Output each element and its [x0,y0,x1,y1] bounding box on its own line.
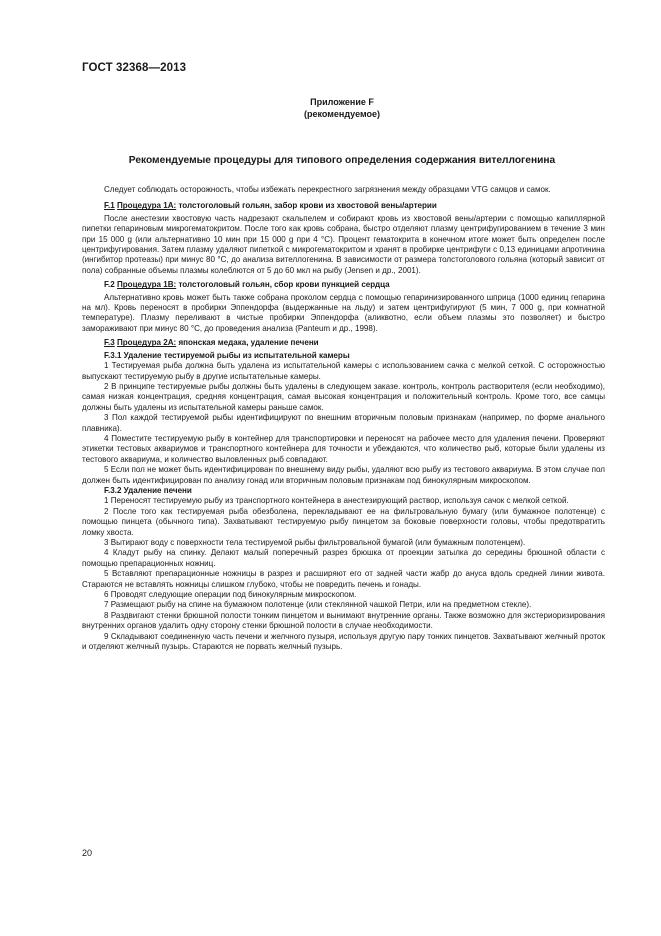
section-f2-paragraph: Альтернативно кровь может быть также собрана проколом сердца с помощью гепаринизированного шприца (1000 единиц гепарина на мл). Кровь переносят в пробирки Эппендорфа (выдержанные на льду) и затем центрифугируют (5 мин, 7 000 g, при комнатной температуре). Плазму переливают в чистые пробирки Эппендорфа (аликвотно, если объем плазмы это позволяет) и быстро замораживают при минус 80 °С, до проведения анализа (Panteum и др., 1998). [82,292,605,333]
annex-status: (рекомендуемое) [304,108,380,119]
annex-heading [82,97,602,120]
list-item: 1 Тестируемая рыба должна быть удалена из испытательной камеры с использованием сачка с мелкой сеткой. С осторожностью выпускают тестируемую рыбу в другие испытательные камеры. [82,361,605,381]
procedure-label: Процедура 2А: [116,338,177,348]
document-body [82,185,605,652]
section-f2-heading [82,280,605,290]
list-item: 4 Кладут рыбу на спинку. Делают малый поперечный разрез брюшка от проекции затылка до середины брюшной области с помощью препарационных ножниц. [82,548,605,568]
subsection-f31-title: F.3.1 Удаление тестируемой рыбы из испытательной камеры [104,350,350,360]
page-number: 20 [82,848,93,858]
section-title: толстоголовый гольян, сбор крови пункцией сердца [178,280,390,290]
section-number: F.3 [104,338,115,348]
list-item: 1 Переносят тестируемую рыбу из транспортного контейнера в анестезирующий раствор, используя сачок с мелкой сеткой. [104,496,569,506]
section-number: F.2 [104,280,115,290]
list-item: 3 Вытирают воду с поверхности тела тестируемой рыбы фильтровальной бумагой (или бумажным полотенцем). [104,538,526,547]
procedure-label: Процедура 1В: [116,280,177,290]
list-item: 5 Если пол не может быть идентифицирован по внешнему виду рыбы, удаляют всю рыбу из тестового аквариума. В этом случае пол должен быть идентифицирован по анализу гонад или вторичным половым признакам под бинокулярным микроскопом. [82,465,605,485]
list-item: 8 Раздвигают стенки брюшной полости тонким пинцетом и вынимают внутренние органы. Также возможно для экстериоризирования внутренних органов удалить одну сторону стенки брюшной полости в случае необходимости. [82,610,605,631]
list-item: 7 Размещают рыбу на спине на бумажном полотенце (или стеклянной чашкой Петри, или на предметном стекле). [104,600,532,610]
list-item: 9 Складывают соединенную часть печени и желчного пузыря, используя другую пару тонких пинцетов. Захватывают желчный проток и отделяют желчный пузырь. Стараются не порвать желчный пузырь. [82,631,605,652]
section-f1-heading [82,201,605,211]
standard-code: ГОСТ 32368—2013 [82,62,187,74]
section-f1-paragraph: После анестезии хвостовую часть надрезают скальпелем и собирают кровь из хвостовой вены/артерии с помощью капиллярной пипетки гепариновым микрогематокритом. После того как кровь собрана, быстро отделяют плазму центрифугированием в течение 3 мин при 15 000 g (или альтернативно 10 мин при 15 000 g при 4 °С). Процент гематокрита в конечном итоге может быть определен после центрифугирования. Затем плазму удаляют пипеткой с микрогематокритом и хранят в пробирке центрифуги с 0,13 единицами апротинина (ингибитор протеазы) при минус 80 °С, до анализа вителлогенина. В зависимости от размера толстоголового гольяна (который зависит от пола) собранные объемы плазмы колеблются от 5 до 60 мкл на рыбу (Jensen и др., 2001). [82,213,605,275]
section-title: японская медака, удаление печени [178,338,319,348]
procedure-label: Процедура 1А: [116,201,177,211]
annex-title: Приложение F [310,97,374,107]
list-item: 2 В принципе тестируемые рыбы должны быть удалены в следующем заказе. контроль, контроль растворителя (если необходимо), самая низкая концентрация, средняя концентрация, самая высокая концентрация и положительный контроль. Кроме того, все самцы должны быть удалены из испытательной камеры раньше самок. [82,381,605,412]
section-title: толстоголовый гольян, забор крови из хвостовой вены/артерии [178,201,437,211]
main-title: Рекомендуемые процедуры для типового определения содержания вителлогенина [128,155,556,166]
list-item: 6 Проводят следующие операции под бинокулярным микроскопом. [104,590,357,600]
list-item: 5 Вставляют препарационные ножницы в разрез и расширяют его от задней части жабр до ануса вдоль средней линии живота. Стараются не вставлять ножницы слишком глубоко, чтобы не повредить печень и гонады. [82,569,605,589]
section-f3-heading [82,338,605,348]
list-item: 4 Поместите тестируемую рыбу в контейнер для транспортировки и переносят на рабочее место для удаления печени. Проверяют этикетки тестовых аквариумов и транспортного контейнера для точности и убеждаются, что количество рыб, которые были удалены из тестового аквариума, и количество выловленных рыб совпадают. [82,433,605,464]
list-item: 2 После того как тестируемая рыба обезболена, перекладывают ее на фильтровальную бумагу (или бумажное полотенце) с помощью пинцета (обычного типа). Захватывают тестируемую рыбу пинцетом за боковые поверхности головы, чтобы предотвратить ломку хвоста. [82,506,605,537]
section-number: F.1 [104,201,115,211]
subsection-f32-title: F.3.2 Удаление печени [104,485,192,495]
intro-paragraph: Следует соблюдать осторожность, чтобы избежать перекрестного загрязнения между образцами VTG самцов и самок. [104,185,551,194]
list-item: 3 Пол каждой тестируемой рыбы идентифицируют по внешним вторичным половым признакам (например, по форме анального плавника). [82,413,605,433]
